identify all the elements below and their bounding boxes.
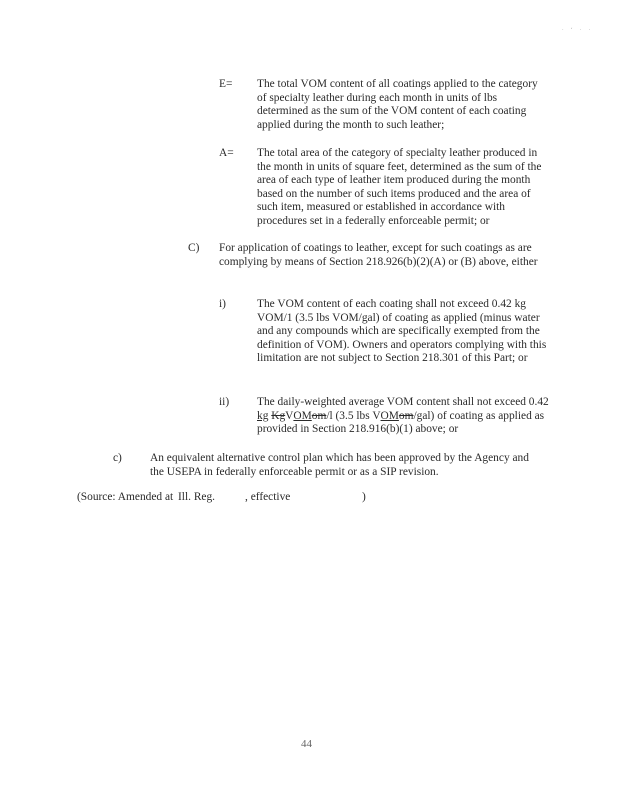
item-i-text: The VOM content of each coating shall not exceed 0.42 kg VOM/1 (3.5 lbs VOM/gal) of coating as applied (minus water and any compounds which are specifically exempted from the definition of VOM). Owners and operators complying with this limitation are not subject to Section 218.301 of this Part; or [257,298,547,365]
definition-label-a: A= [219,147,234,159]
inserted-text: OM [293,409,312,422]
subsection-c-text: For application of coatings to leather, except for such coatings as are complying by means of Section 218.926(b)(2)(A) or (B) above, either [219,242,538,268]
source-reg: Ill. Reg. [178,491,216,503]
inserted-text: OM [380,409,399,422]
deleted-text: om [311,409,327,422]
item-ii-label: ii) [219,396,230,408]
section-c-text: An equivalent alternative control plan which has been approved by the Agency and the USEPA in federally enforceable permit or as a SIP revision. [150,452,529,478]
item-ii-text: The daily-weighted average VOM content shall not exceed 0.42 kg KgVOMom/l (3.5 lbs VOMom/gal) of coating as applied as provided in Section 218.916(b)(1) above; or [257,396,549,436]
source-close: ) [362,491,366,503]
scan-marks: · ‘ · · [562,28,594,33]
definition-text-a: The total area of the category of specialty leather produced in the month in units of square feet, determined as the sum of the area of each type of leather item produced during the month based on the number of such items produced and the area of such item, measured or established in accordance with procedures set in a federally enforceable permit; or [257,147,542,227]
subsection-c-label: C) [188,242,200,254]
deleted-text: om [398,409,414,422]
item-i-label: i) [219,298,226,310]
section-c-label: c) [113,452,122,464]
definition-text-e: The total VOM content of all coatings applied to the category of specialty leather during each month in units of lbs determined as the sum of the VOM content of each coating applied during the month to such leather; [257,78,538,131]
inserted-text: kg [257,409,269,422]
definition-label-e: E= [219,78,233,90]
source-prefix: (Source: Amended at [77,491,174,503]
page-number: 44 [301,738,312,750]
deleted-text: Kg [271,409,286,422]
source-effective: , effective [245,491,291,503]
